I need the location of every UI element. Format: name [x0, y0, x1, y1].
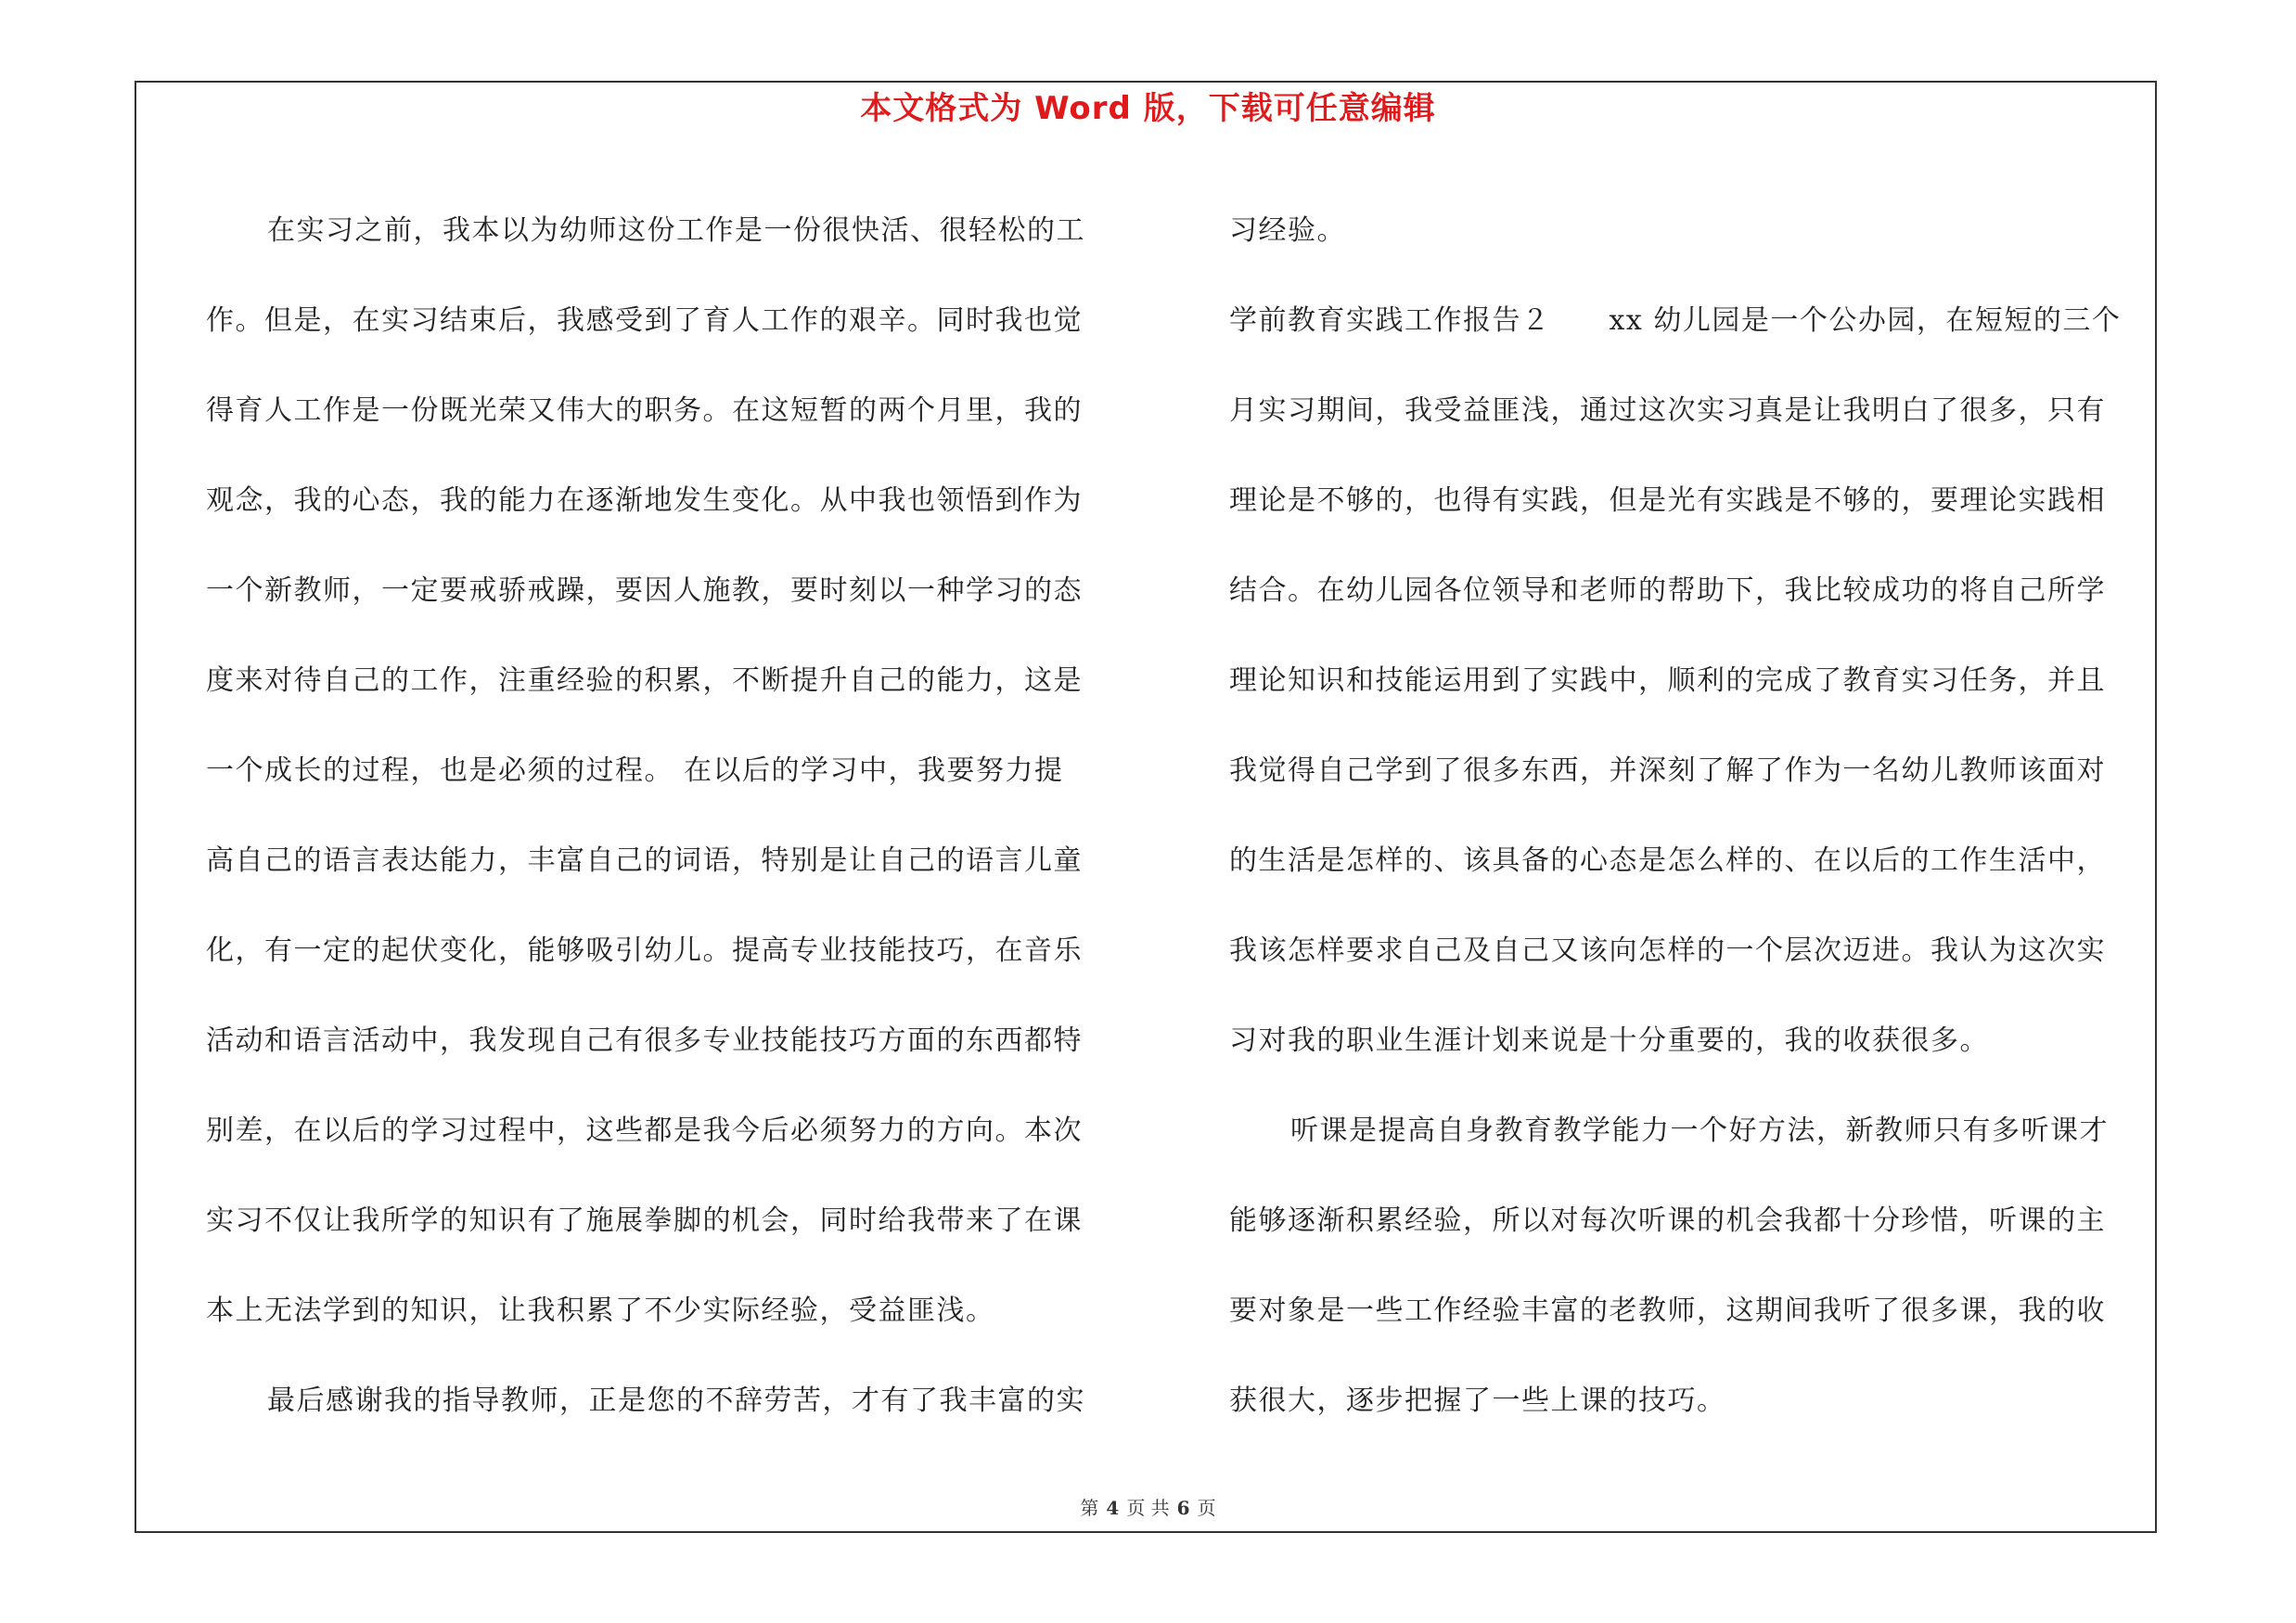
- paragraph-line: 作。但是，在实习结束后，我感受到了育人工作的艰辛。同时我也觉: [206, 304, 1083, 337]
- paragraph-line: 的生活是怎样的、该具备的心态是怎么样的、在以后的工作生活中，: [1229, 844, 2106, 877]
- paragraph-line: 理论是不够的，也得有实践，但是光有实践是不够的，要理论实践相: [1229, 484, 2106, 517]
- page-number: [0, 1496, 2296, 1520]
- paragraph-line: 活动和语言活动中，我发现自己有很多专业技能技巧方面的东西都特: [206, 1024, 1083, 1057]
- paragraph-line: 能够逐渐积累经验，所以对每次听课的机会我都十分珍惜，听课的主: [1229, 1204, 2106, 1237]
- paragraph-line: 一个新教师，一定要戒骄戒躁，要因人施教，要时刻以一种学习的态: [206, 574, 1083, 607]
- paragraph-line: 我觉得自己学到了很多东西，并深刻了解了作为一名幼儿教师该面对: [1229, 754, 2106, 787]
- paragraph-line: 实习不仅让我所学的知识有了施展拳脚的机会，同时给我带来了在课: [206, 1204, 1083, 1237]
- paragraph-line: 月实习期间，我受益匪浅，通过这次实习真是让我明白了很多，只有: [1229, 394, 2106, 427]
- page-number-current: 4: [1106, 1497, 1120, 1519]
- paragraph-line: 本上无法学到的知识，让我积累了不少实际经验，受益匪浅。: [206, 1295, 995, 1327]
- page-number-suffix: 页: [1197, 1497, 1216, 1519]
- paragraph-line: 习对我的职业生涯计划来说是十分重要的，我的收获很多。: [1229, 1024, 1989, 1057]
- paragraph-line: 化，有一定的起伏变化，能够吸引幼儿。提高专业技能技巧，在音乐: [206, 934, 1083, 967]
- paragraph-line: 高自己的语言表达能力，丰富自己的词语，特别是让自己的语言儿童: [206, 844, 1083, 877]
- header-banner: 本文格式为 Word 版，下载可任意编辑: [860, 90, 1436, 127]
- paragraph-line: 学前教育实践工作报告２ xx 幼儿园是一个公办园，在短短的三个: [1229, 304, 2122, 337]
- right-text-column: [1229, 186, 2148, 1446]
- left-text-column: [206, 186, 1124, 1446]
- paragraph-line: 别差，在以后的学习过程中，这些都是我今后必须努力的方向。本次: [206, 1114, 1083, 1147]
- paragraph-line: 获很大，逐步把握了一些上课的技巧。: [1229, 1385, 1726, 1417]
- paragraph-line: 一个成长的过程，也是必须的过程。 在以后的学习中，我要努力提: [206, 754, 1064, 787]
- paragraph-line: 度来对待自己的工作，注重经验的积累，不断提升自己的能力，这是: [206, 664, 1083, 697]
- paragraph-line: 听课是提高自身教育教学能力一个好方法，新教师只有多听课才: [1290, 1114, 2109, 1147]
- paragraph-line: 观念，我的心态，我的能力在逐渐地发生变化。从中我也领悟到作为: [206, 484, 1083, 517]
- page-number-prefix: 第: [1080, 1497, 1099, 1519]
- paragraph-line: 最后感谢我的指导教师，正是您的不辞劳苦，才有了我丰富的实: [267, 1385, 1085, 1417]
- paragraph-line: 要对象是一些工作经验丰富的老教师，这期间我听了很多课，我的收: [1229, 1295, 2106, 1327]
- page-number-total: 6: [1176, 1497, 1190, 1519]
- paragraph-line: 得育人工作是一份既光荣又伟大的职务。在这短暂的两个月里，我的: [206, 394, 1083, 427]
- page-number-middle: 页 共: [1126, 1497, 1170, 1519]
- paragraph-line: 结合。在幼儿园各位领导和老师的帮助下，我比较成功的将自己所学: [1229, 574, 2106, 607]
- paragraph-line: 习经验。: [1229, 214, 1346, 247]
- paragraph-line: 在实习之前，我本以为幼师这份工作是一份很快活、很轻松的工: [267, 214, 1085, 247]
- paragraph-line: 理论知识和技能运用到了实践中，顺利的完成了教育实习任务，并且: [1229, 664, 2106, 697]
- paragraph-line: 我该怎样要求自己及自己又该向怎样的一个层次迈进。我认为这次实: [1229, 934, 2106, 967]
